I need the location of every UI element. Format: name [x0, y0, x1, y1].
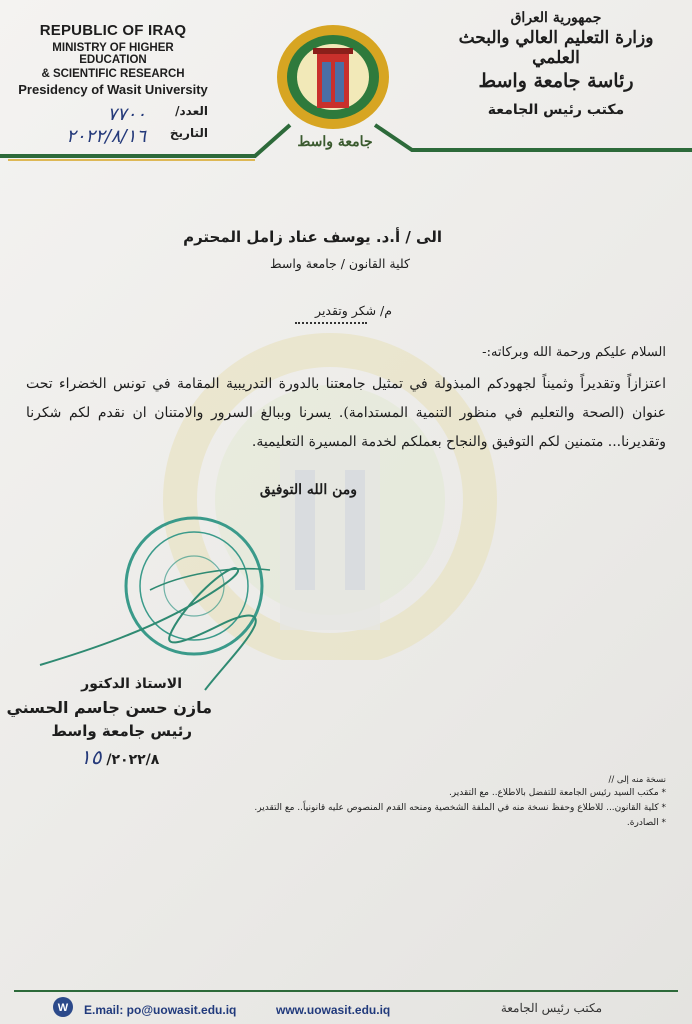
header-english: [18, 22, 208, 97]
handwritten-signature-icon: [30, 530, 290, 700]
signatory-title: الاستاذ الدكتور: [81, 676, 182, 692]
copy-item: * مكتب السيد رئيس الجامعة للتفضل بالاطلاع.. مع التقدير.: [448, 788, 666, 798]
signature-date-handwritten: ١٥: [80, 745, 102, 769]
footer-office: مكتب رئيس الجامعة: [500, 1001, 602, 1015]
presidency-name: Presidency of Wasit University: [18, 82, 208, 97]
signatory-name: مازن حسن جاسم الحسني: [6, 698, 212, 717]
university-logo-icon: [273, 22, 393, 132]
subject-underline: [295, 322, 367, 324]
reference-date-label: التاريخ: [169, 126, 208, 140]
logo-caption: جامعة واسط: [297, 134, 373, 150]
footer-divider: [14, 990, 678, 992]
country-name-arabic: جمهورية العراق: [510, 10, 602, 26]
reference-number-value: ٧٧٠٠: [107, 104, 146, 125]
subject: م/ شكر وتقدير: [315, 303, 392, 318]
signature-date-printed: ٢٠٢٢/٨/: [106, 752, 160, 768]
closing: ومن الله التوفيق: [259, 482, 357, 498]
copies-heading: نسخة منه إلى //: [608, 775, 666, 785]
country-name: REPUBLIC OF IRAQ: [39, 22, 187, 39]
svg-text:W: W: [57, 1002, 69, 1014]
footer-email[interactable]: E.mail: po@uowasit.edu.iq: [84, 1003, 237, 1017]
copy-item: * كلية القانون... للاطلاع وحفظ نسخة منه في الملفة الشخصية ومنحه القدم المنصوص عليه قانونياً.. مع التقدير.: [254, 803, 666, 813]
copy-item: * الصادرة.: [626, 818, 666, 828]
web-logo-icon: [52, 996, 74, 1018]
greeting: السلام عليكم ورحمة الله وبركاته:-: [482, 345, 666, 360]
ministry-name-arabic: وزارة التعليم العالي والبحث العلمي: [458, 28, 654, 68]
signatory-position: رئيس جامعة واسط: [51, 722, 192, 740]
footer-website-link[interactable]: www.uowasit.edu.iq: [276, 1003, 391, 1017]
office-name-arabic: مكتب رئيس الجامعة: [487, 102, 625, 118]
ministry-name: MINISTRY OF HIGHER EDUCATION: [52, 42, 174, 66]
presidency-name-arabic: رئاسة جامعة واسط: [478, 70, 634, 92]
header-arabic: [456, 10, 656, 118]
recipient-college: كلية القانون / جامعة واسط: [269, 256, 410, 271]
reference-number-label: العدد/: [175, 104, 208, 118]
signature-date: [80, 745, 159, 769]
reference-date-value: ٢٠٢٢/٨/١٦: [66, 126, 146, 147]
ministry-name-cont: & SCIENTIFIC RESEARCH: [41, 68, 185, 80]
letter-body: اعتزازاً وتقديراً وثميناً لجهودكم المبذولة في تمثيل جامعتنا بالدورة التدريبية المقامة في تونس الخضراء تحت عنوان (الصحة والتعليم في منظور التنمية المستدامة). يسرنا وببالغ السرور والامتنان ان نقدم لكم شكرنا وتقديرنا... متمنين لكم التوفيق والنجاح بعملكم لخدمة المسيرة التعليمية.: [26, 376, 666, 450]
recipient: الى / أ.د. يوسف عناد زامل المحترم: [183, 228, 442, 246]
